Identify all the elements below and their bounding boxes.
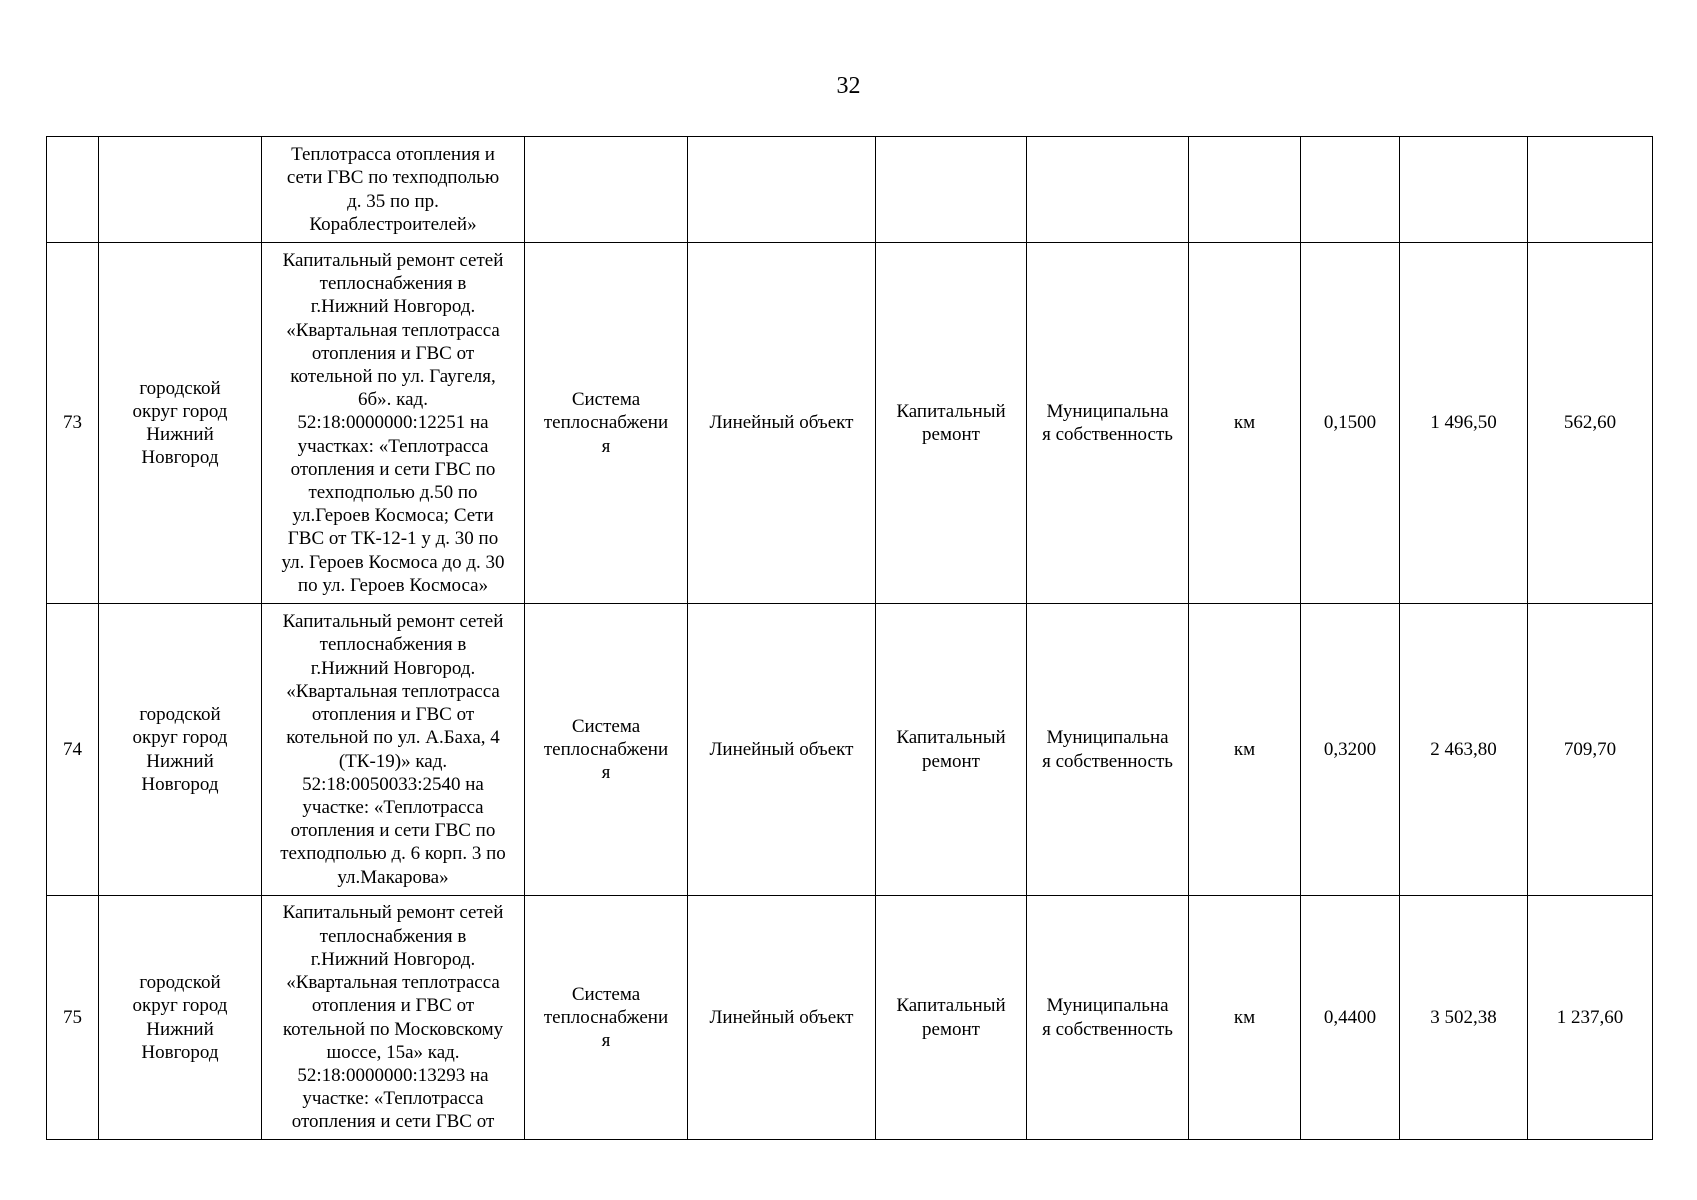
territory-line: Новгород [141,1041,219,1063]
description-line: техподполью д. 6 корп. 3 по [280,843,506,865]
system-line: я [601,1030,611,1052]
cell-territory [99,137,262,243]
cell-cost-total: 2 463,80 [1400,604,1528,896]
cell-territory [99,604,262,896]
territory-line: городской [139,704,221,726]
description-line: отопления и ГВС от [311,995,475,1017]
territory-line: городской [139,377,221,399]
work-type-line: Капитальный [896,400,1006,422]
description-line: участке: «Теплотрасса [302,796,484,818]
table-row-continued [47,137,1653,243]
cell-description [262,896,525,1140]
description-line: шоссе, 15а» кад. [326,1041,460,1063]
description-line: (ТК-19)» кад. [338,750,448,772]
cell-territory [99,896,262,1140]
page-number: 32 [836,73,861,99]
cell-length: 0,1500 [1301,243,1400,604]
cell-object-type: Линейный объект [688,896,876,1140]
table-row [47,243,1653,604]
cell-length [1301,137,1400,243]
description-line: г.Нижний Новгород. [310,948,476,970]
cell-description [262,137,525,243]
system-line: теплоснабжени [543,738,669,760]
objects-table [46,136,1653,1140]
cell-description [262,604,525,896]
description-line: отопления и ГВС от [311,342,475,364]
territory-line: Новгород [141,773,219,795]
cell-system [525,604,688,896]
system-line: теплоснабжени [543,1006,669,1028]
description-line: Капитальный ремонт сетей [282,249,504,271]
description-line: участке: «Теплотрасса [302,1088,484,1110]
cell-ownership [1027,243,1189,604]
cell-number: 75 [47,896,99,1140]
description-line: участках: «Теплотрасса [297,435,489,457]
cell-work-type [876,604,1027,896]
description-line: котельной по ул. А.Баха, 4 [286,727,500,749]
description-line: сети ГВС по техподполью [286,167,500,189]
description-line: д. 35 по пр. [347,190,439,212]
cell-description [262,243,525,604]
cell-cost-part: 709,70 [1528,604,1653,896]
description-line: «Квартальная теплотрасса [286,680,500,702]
description-line: котельной по Московскому [282,1018,504,1040]
table-row [47,896,1653,1140]
cell-unit: км [1189,604,1301,896]
territory-line: Новгород [141,447,219,469]
cell-system [525,137,688,243]
system-line: Система [571,983,641,1005]
work-type-line: ремонт [922,1018,980,1040]
cell-work-type [876,243,1027,604]
description-line: теплоснабжения в [319,634,467,656]
cell-number: 73 [47,243,99,604]
cell-cost-part: 1 237,60 [1528,896,1653,1140]
cell-cost-total: 1 496,50 [1400,243,1528,604]
ownership-line: Муниципальна [1046,400,1169,422]
cell-object-type [688,137,876,243]
description-line: Капитальный ремонт сетей [282,902,504,924]
description-line: 52:18:0050033:2540 на [302,773,484,795]
ownership-line: я собственность [1042,1018,1173,1040]
cell-ownership [1027,137,1189,243]
territory-line: округ город [132,995,228,1017]
cell-unit: км [1189,896,1301,1140]
description-line: ул.Героев Космоса; Сети [292,505,494,527]
cell-number [47,137,99,243]
description-line: ГВС от ТК-12-1 у д. 30 по [287,528,499,550]
cell-unit: км [1189,243,1301,604]
system-line: Система [571,389,641,411]
cell-length: 0,4400 [1301,896,1400,1140]
work-type-line: ремонт [922,750,980,772]
cell-work-type [876,137,1027,243]
cell-territory [99,243,262,604]
description-line: г.Нижний Новгород. [310,296,476,318]
cell-cost-part: 562,60 [1528,243,1653,604]
description-line: техподполью д.50 по [308,482,478,503]
territory-line: Нижний [146,424,214,445]
description-line: по ул. Героев Космоса» [297,574,489,596]
description-line: отопления и ГВС от [311,704,475,726]
cell-ownership [1027,604,1189,896]
cell-system [525,896,688,1140]
cell-cost-total: 3 502,38 [1400,896,1528,1140]
territory-line: округ город [132,727,228,749]
cell-cost-total [1400,137,1528,243]
ownership-line: Муниципальна [1046,727,1169,749]
system-line: я [601,435,611,457]
work-type-line: Капитальный [896,727,1006,749]
description-line: 6б». кад. [358,389,428,411]
description-line: Теплотрасса отопления и [291,144,495,166]
description-line: отопления и сети ГВС от [291,1111,495,1133]
description-line: ул.Макарова» [337,866,449,888]
cell-number: 74 [47,604,99,896]
cell-unit [1189,137,1301,243]
cell-system [525,243,688,604]
territory-line: Нижний [146,750,214,772]
cell-length: 0,3200 [1301,604,1400,896]
system-line: Система [571,715,641,737]
description-line: Кораблестроителей» [309,213,477,235]
territory-line: Нижний [146,1018,214,1040]
work-type-line: Капитальный [896,995,1006,1017]
description-line: котельной по ул. Гаугеля, [290,365,496,387]
territory-line: городской [139,972,221,994]
description-line: «Квартальная теплотрасса [286,319,500,341]
description-line: ул. Героев Космоса до д. 30 [281,551,505,573]
system-line: я [601,762,611,784]
description-line: г.Нижний Новгород. [310,657,476,679]
cell-ownership [1027,896,1189,1140]
cell-work-type [876,896,1027,1140]
description-line: 52:18:0000000:12251 на [297,412,489,434]
description-line: отопления и сети ГВС по [290,820,496,842]
ownership-line: я собственность [1042,424,1173,445]
description-line: Капитальный ремонт сетей [282,611,504,633]
description-line: «Квартальная теплотрасса [286,972,500,994]
work-type-line: ремонт [922,424,980,445]
territory-line: округ город [132,400,228,422]
cell-object-type: Линейный объект [688,243,876,604]
ownership-line: Муниципальна [1046,995,1169,1017]
cell-object-type: Линейный объект [688,604,876,896]
description-line: теплоснабжения в [319,273,467,295]
table-row [47,604,1653,896]
system-line: теплоснабжени [543,412,669,434]
description-line: теплоснабжения в [319,925,467,947]
cell-cost-part [1528,137,1653,243]
description-line: 52:18:0000000:13293 на [297,1064,489,1086]
description-line: отопления и сети ГВС по [290,458,496,480]
ownership-line: я собственность [1042,750,1173,772]
